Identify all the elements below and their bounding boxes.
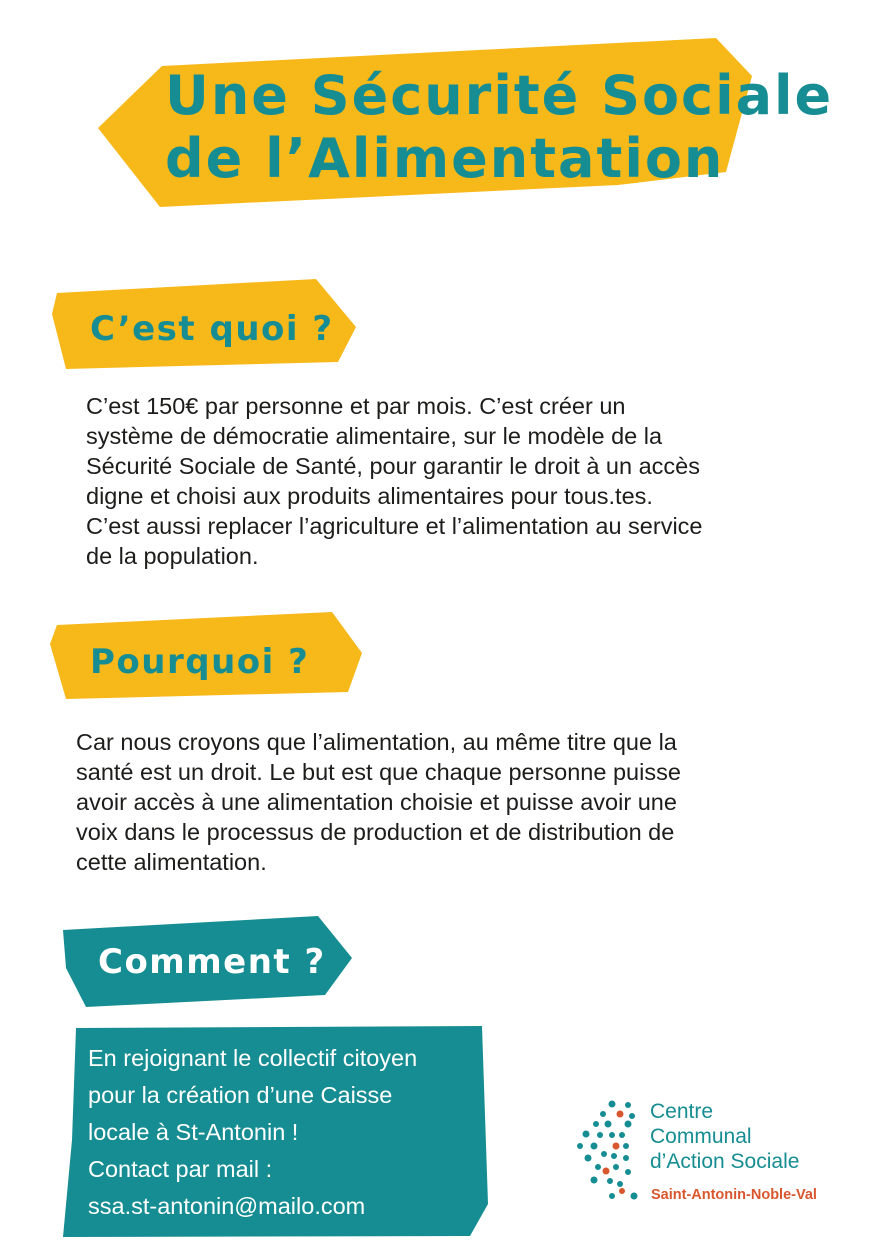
heading-cest-quoi: C’est quoi ? — [90, 309, 334, 349]
page-title — [165, 64, 834, 190]
heading-comment: Comment ? — [98, 942, 326, 982]
logo-place: Saint-Antonin-Noble-Val — [651, 1187, 817, 1203]
paragraph-line: Car nous croyons que l’alimentation, au même titre que la — [76, 729, 677, 755]
contact-line: En rejoignant le collectif citoyen — [88, 1045, 418, 1071]
logo-line: Communal — [650, 1125, 752, 1148]
contact-line: Contact par mail : — [88, 1156, 273, 1182]
paragraph-line: C’est 150€ par personne et par mois. C’est créer un — [86, 393, 626, 419]
title-line-2: de l’Alimentation — [165, 127, 725, 190]
paragraph-line: cette alimentation. — [76, 849, 267, 875]
paragraph-line: Sécurité Sociale de Santé, pour garantir le droit à un accès — [86, 453, 700, 479]
contact-line: pour la création d’une Caisse — [88, 1082, 393, 1108]
title-line-1: Une Sécurité Sociale — [165, 64, 834, 127]
paragraph-line: système de démocratie alimentaire, sur le modèle de la — [86, 423, 663, 449]
paragraph-line: santé est un droit. Le but est que chaque personne puisse — [76, 759, 681, 785]
ccas-logo-dots-icon — [576, 1098, 646, 1204]
logo-line: Centre — [650, 1100, 714, 1123]
contact-email: ssa.st-antonin@mailo.com — [88, 1193, 366, 1219]
heading-pourquoi: Pourquoi ? — [90, 642, 310, 682]
paragraph-line: voix dans le processus de production et de distribution de — [76, 819, 675, 845]
paragraph-line: C’est aussi replacer l’agriculture et l’alimentation au service — [86, 513, 703, 539]
paragraph-cest-quoi — [86, 391, 703, 571]
paragraph-pourquoi — [76, 727, 681, 877]
contact-text — [88, 1040, 417, 1225]
paragraph-line: digne et choisi aux produits alimentaires pour tous.tes. — [86, 483, 653, 509]
logo-line: d’Action Sociale — [650, 1150, 800, 1173]
paragraph-line: avoir accès à une alimentation choisie et puisse avoir une — [76, 789, 677, 815]
paragraph-line: de la population. — [86, 543, 259, 569]
contact-line: locale à St-Antonin ! — [88, 1119, 299, 1145]
logo-name — [650, 1099, 799, 1174]
